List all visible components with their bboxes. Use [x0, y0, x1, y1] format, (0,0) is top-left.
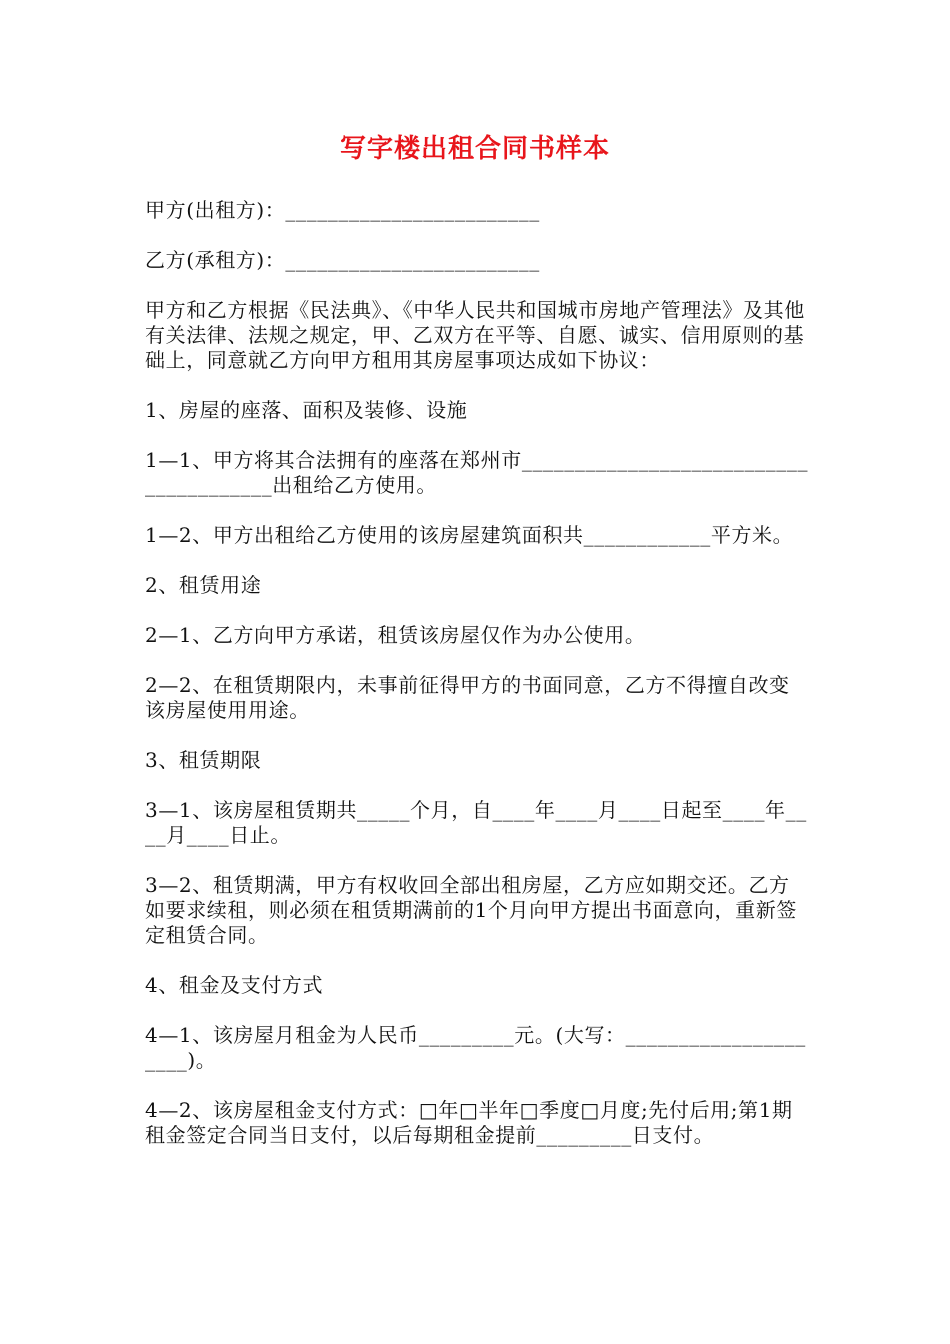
clause-3-2: 3—2、租赁期满，甲方有权收回全部出租房屋，乙方应如期交还。乙方如要求续租，则必须在租赁期满前的1个月向甲方提出书面意向，重新签定租赁合同。 [145, 873, 797, 947]
document-title: 写字楼出租合同书样本 [339, 134, 610, 164]
clause-4-2: 4—2、该房屋租金支付方式：□年□半年□季度□月度;先付后用;第1期租金签定合同当日支付，以后每期租金提前_________日支付。 [145, 1098, 793, 1147]
section-heading-4: 4、租金及支付方式 [145, 973, 324, 997]
section-heading-1: 1、房屋的座落、面积及装修、设施 [145, 398, 468, 422]
clause-2-1: 2—1、乙方向甲方承诺，租赁该房屋仅作为办公使用。 [145, 623, 646, 647]
clause-1-1: 1—1、甲方将其合法拥有的座落在郑州市_______________________________________出租给乙方使用。 [145, 448, 809, 497]
section-heading-2: 2、租赁用途 [145, 573, 262, 597]
clause-3-1: 3—1、该房屋租赁期共_____个月，自____年____月____日起至____年____月____日止。 [145, 798, 807, 847]
clause-4-1: 4—1、该房屋月租金为人民币_________元。(大写：_____________________)。 [145, 1023, 806, 1072]
document-body [145, 198, 810, 1173]
party-a-line: 甲方(出租方)：________________________ [145, 198, 540, 222]
clause-2-2: 2—2、在租赁期限内，未事前征得甲方的书面同意，乙方不得擅自改变该房屋使用用途。 [145, 673, 790, 722]
preamble-paragraph: 甲方和乙方根据《民法典》、《中华人民共和国城市房地产管理法》及其他有关法律、法规之规定，甲、乙双方在平等、自愿、诚实、信用原则的基础上，同意就乙方向甲方租用其房屋事项达成如下协议： [145, 298, 805, 372]
party-b-line: 乙方(承租方)：________________________ [145, 248, 540, 272]
section-heading-3: 3、租赁期限 [145, 748, 262, 772]
clause-1-2: 1—2、甲方出租给乙方使用的该房屋建筑面积共____________平方米。 [145, 523, 794, 547]
